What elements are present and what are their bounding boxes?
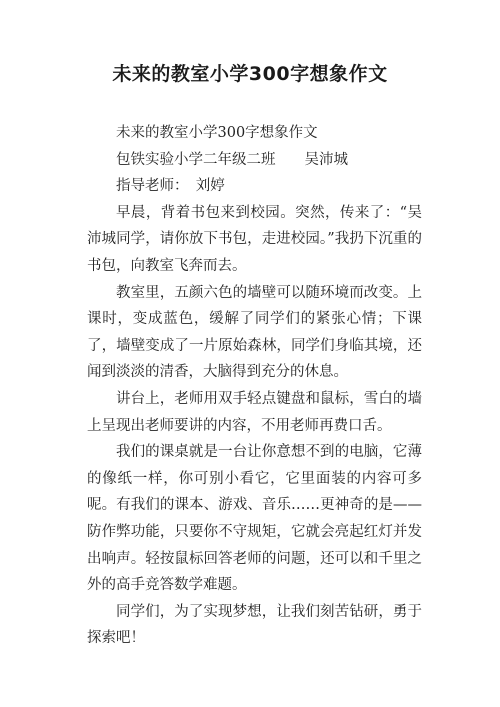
document-title: 未来的教室小学300字想象作文 [112,63,388,85]
heading-line-title: 未来的教室小学300字想象作文 [116,125,318,141]
paragraph: 教室里，五颜六色的墙壁可以随环境而改变。上课时，变成蓝色，缓解了同学们的紧张心情；下课了，墙壁变成了一片原始森林，同学们身临其境，还闻到淡淡的清香，大脑得到充分的休息。 [87,284,422,381]
heading-line-teacher: 指导老师： 刘婷 [116,178,225,195]
document-body [87,120,422,652]
paragraph: 早晨，背着书包来到校园。突然，传来了：“吴沛城同学，请你放下书包，走进校园。”我扔下沉重的书包，向教室飞奔而去。 [87,204,422,274]
heading-line-author: 包铁实验小学二年级二班 吴沛城 [116,151,348,168]
paragraph: 我们的课桌就是一台让你意想不到的电脑，它薄的像纸一样，你可别小看它，它里面装的内容可多呢。有我们的课本、游戏、音乐……更神奇的是——防作弊功能，只要你不守规矩，它就会亮起红灯并发出响声。轻按鼠标回答老师的问题，还可以和千里之外的高手竞答数学难题。 [87,444,422,594]
paragraph: 同学们，为了实现梦想，让我们刻苦钻研，勇于探索吧！ [87,603,422,647]
paragraph: 讲台上，老师用双手轻点键盘和鼠标，雪白的墙上呈现出老师要讲的内容，不用老师再费口舌。 [87,390,422,434]
